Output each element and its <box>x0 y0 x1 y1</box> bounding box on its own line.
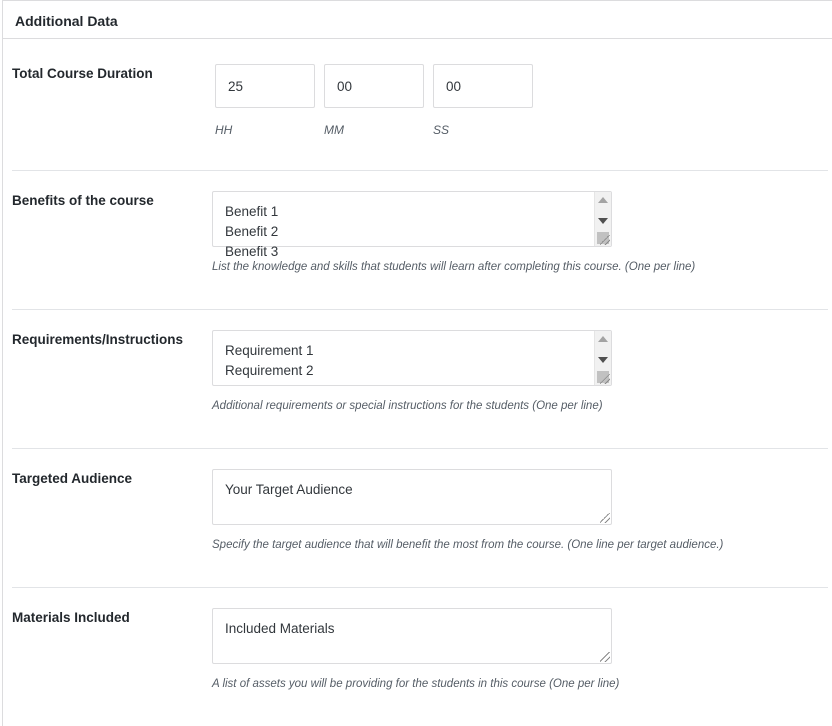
scroll-down-arrow-icon[interactable] <box>598 357 608 363</box>
requirements-textarea[interactable] <box>212 330 612 386</box>
minutes-caption: MM <box>324 123 344 137</box>
benefits-help-text: List the knowledge and skills that students will learn after completing this course. (One per line) <box>212 261 696 273</box>
materials-label: Materials Included <box>12 610 130 625</box>
materials-value: Included Materials <box>225 621 335 636</box>
requirements-help-text: Additional requirements or special instructions for the students (One per line) <box>212 400 603 412</box>
scroll-up-arrow-icon[interactable] <box>598 336 608 342</box>
benefits-label: Benefits of the course <box>12 193 154 208</box>
audience-label: Targeted Audience <box>12 471 133 486</box>
resize-handle-icon[interactable] <box>600 235 610 245</box>
seconds-caption: SS <box>433 123 450 137</box>
requirements-line: Requirement 1 <box>225 343 314 358</box>
hours-input[interactable]: 25 <box>215 64 315 108</box>
hours-caption: HH <box>215 123 233 137</box>
resize-handle-icon[interactable] <box>600 652 610 662</box>
row-divider <box>12 448 828 449</box>
panel-title: Additional Data <box>3 1 832 39</box>
course-duration-label: Total Course Duration <box>12 66 153 81</box>
materials-row <box>12 608 828 708</box>
audience-value: Your Target Audience <box>225 482 353 497</box>
scroll-down-arrow-icon[interactable] <box>598 218 608 224</box>
row-divider <box>12 587 828 588</box>
course-duration-row <box>12 64 828 144</box>
resize-handle-icon[interactable] <box>600 374 610 384</box>
requirements-row <box>12 330 828 430</box>
resize-handle-icon[interactable] <box>600 513 610 523</box>
benefits-line: Benefit 1 <box>225 204 279 219</box>
benefits-line: Benefit 3 <box>225 244 279 259</box>
materials-textarea[interactable] <box>212 608 612 664</box>
minutes-input[interactable]: 00 <box>324 64 424 108</box>
benefits-row <box>12 191 828 291</box>
benefits-line: Benefit 2 <box>225 224 279 239</box>
audience-row <box>12 469 828 569</box>
requirements-label: Requirements/Instructions <box>12 332 184 347</box>
row-divider <box>12 309 828 310</box>
row-divider <box>12 170 828 171</box>
materials-help-text: A list of assets you will be providing for the students in this course (One per line) <box>212 678 620 690</box>
audience-help-text: Specify the target audience that will benefit the most from the course. (One line per target audience.) <box>212 539 724 551</box>
requirements-line: Requirement 2 <box>225 363 314 378</box>
scroll-up-arrow-icon[interactable] <box>598 197 608 203</box>
seconds-input[interactable]: 00 <box>433 64 533 108</box>
benefits-textarea[interactable] <box>212 191 612 259</box>
audience-textarea[interactable] <box>212 469 612 525</box>
